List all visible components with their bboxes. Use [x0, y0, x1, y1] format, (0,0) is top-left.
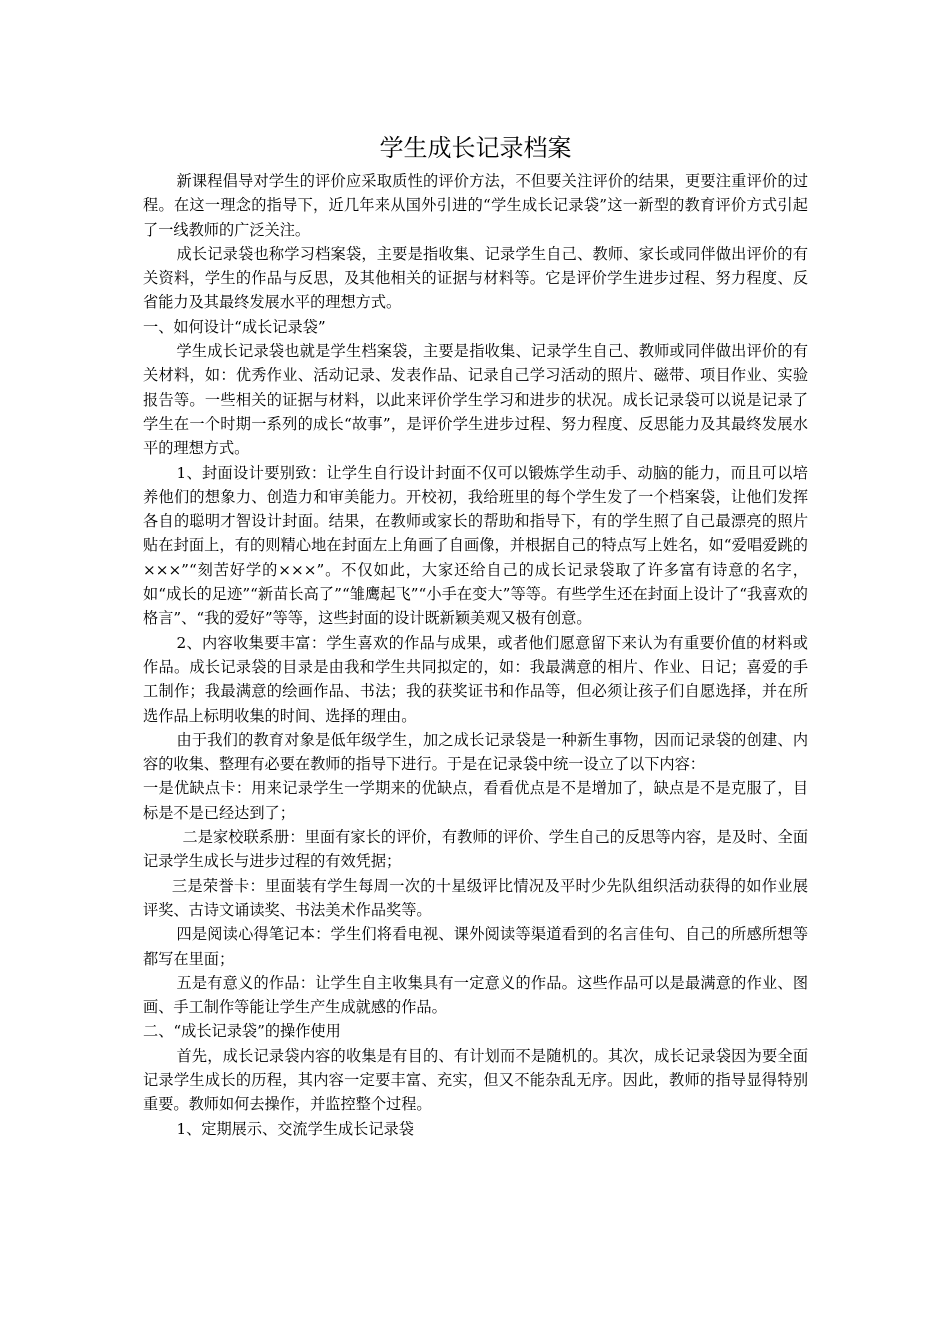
paragraph-item-one: 一是优缺点卡：用来记录学生一学期来的优缺点，看看优点是不是增加了，缺点是不是克服了，目标是不是已经达到了； [143, 779, 808, 822]
document-title: 学生成长记录档案 [379, 134, 572, 162]
section-heading-operation: 二、“成长记录袋”的操作使用 [143, 1022, 341, 1041]
section-heading-design: 一、如何设计“成长记录袋” [143, 317, 326, 336]
paragraph-item-four: 四是阅读心得笔记本：学生们将看电视、课外阅读等渠道看到的名言佳句、自己的所感所想等都写在里面； [143, 925, 808, 968]
document-page [143, 130, 808, 1141]
paragraph-item-three: 三是荣誉卡：里面装有学生每周一次的十星级评比情况及平时少先队组织活动获得的如作业展评奖、古诗文诵读奖、书法美术作品奖等。 [143, 876, 808, 919]
paragraph-archive: 学生成长记录袋也就是学生档案袋，主要是指收集、记录学生自己、教师或同伴做出评价的有关材料，如：优秀作业、活动记录、发表作品、记录自己学习活动的照片、磁带、项目作业、实验报告等。一些相关的证据与材料，以此来评价学生学习和进步的状况。成长记录袋可以说是记录了学生在一个时期一系列的成长“故事”，是评价学生进步过程、努力程度、反思能力及其最终发展水平的理想方式。 [143, 342, 808, 458]
paragraph-content-collection: 2、内容收集要丰富：学生喜欢的作品与成果，或者他们愿意留下来认为有重要价值的材料或作品。成长记录袋的目录是由我和学生共同拟定的，如：我最满意的相片、作业、日记；喜爱的手工制作；我最满意的绘画作品、书法；我的获奖证书和作品等，但必须让孩子们自愿选择，并在所选作品上标明收集的时间、选择的理由。 [143, 633, 808, 725]
paragraph-cover-design: 1、封面设计要别致：让学生自行设计封面不仅可以锻炼学生动手、动脑的能力，而且可以培养他们的想象力、创造力和审美能力。开校初，我给班里的每个学生发了一个档案袋，让他们发挥各自的聪明才智设计封面。结果，在教师或家长的帮助和指导下，有的学生照了自己最漂亮的照片贴在封面上，有的则精心地在封面左上角画了自画像，并根据自己的特点写上姓名，如“爱唱爱跳的×××”“刻苦好学的×××”。不仅如此，大家还给自己的成长记录袋取了许多富有诗意的名字，如“成长的足迹”“新苗长高了”“雏鹰起飞”“小手在变大”等等。有些学生还在封面上设计了“我喜欢的格言”、“我的爱好”等等，这些封面的设计既新颖美观又极有创意。 [143, 463, 808, 628]
paragraph-item-two: 二是家校联系册：里面有家长的评价，有教师的评价、学生自己的反思等内容，是及时、全面记录学生成长与进步过程的有效凭据； [143, 828, 808, 871]
paragraph-definition: 成长记录袋也称学习档案袋，主要是指收集、记录学生自己、教师、家长或同伴做出评价的有关资料，学生的作品与反思，及其他相关的证据与材料等。它是评价学生进步过程、努力程度、反省能力及其最终发展水平的理想方式。 [143, 244, 808, 312]
paragraph-operation: 首先，成长记录袋内容的收集是有目的、有计划而不是随机的。其次，成长记录袋因为要全面记录学生成长的历程，其内容一定要丰富、充实，但又不能杂乱无序。因此，教师的指导显得特别重要。教师如何去操作，并监控整个过程。 [143, 1046, 808, 1114]
subheading-display: 1、定期展示、交流学生成长记录袋 [176, 1119, 414, 1138]
paragraph-guidance: 由于我们的教育对象是低年级学生，加之成长记录袋是一种新生事物，因而记录袋的创建、内容的收集、整理有必要在教师的指导下进行。于是在记录袋中统一设立了以下内容： [143, 730, 808, 774]
paragraph-intro: 新课程倡导对学生的评价应采取质性的评价方法，不但要关注评价的结果，更要注重评价的过程。在这一理念的指导下，近几年来从国外引进的“学生成长记录袋”这一新型的教育评价方式引起了一线教师的广泛关注。 [143, 172, 808, 239]
paragraph-item-five: 五是有意义的作品：让学生自主收集具有一定意义的作品。这些作品可以是最满意的作业、图画、手工制作等能让学生产生成就感的作品。 [143, 973, 808, 1017]
